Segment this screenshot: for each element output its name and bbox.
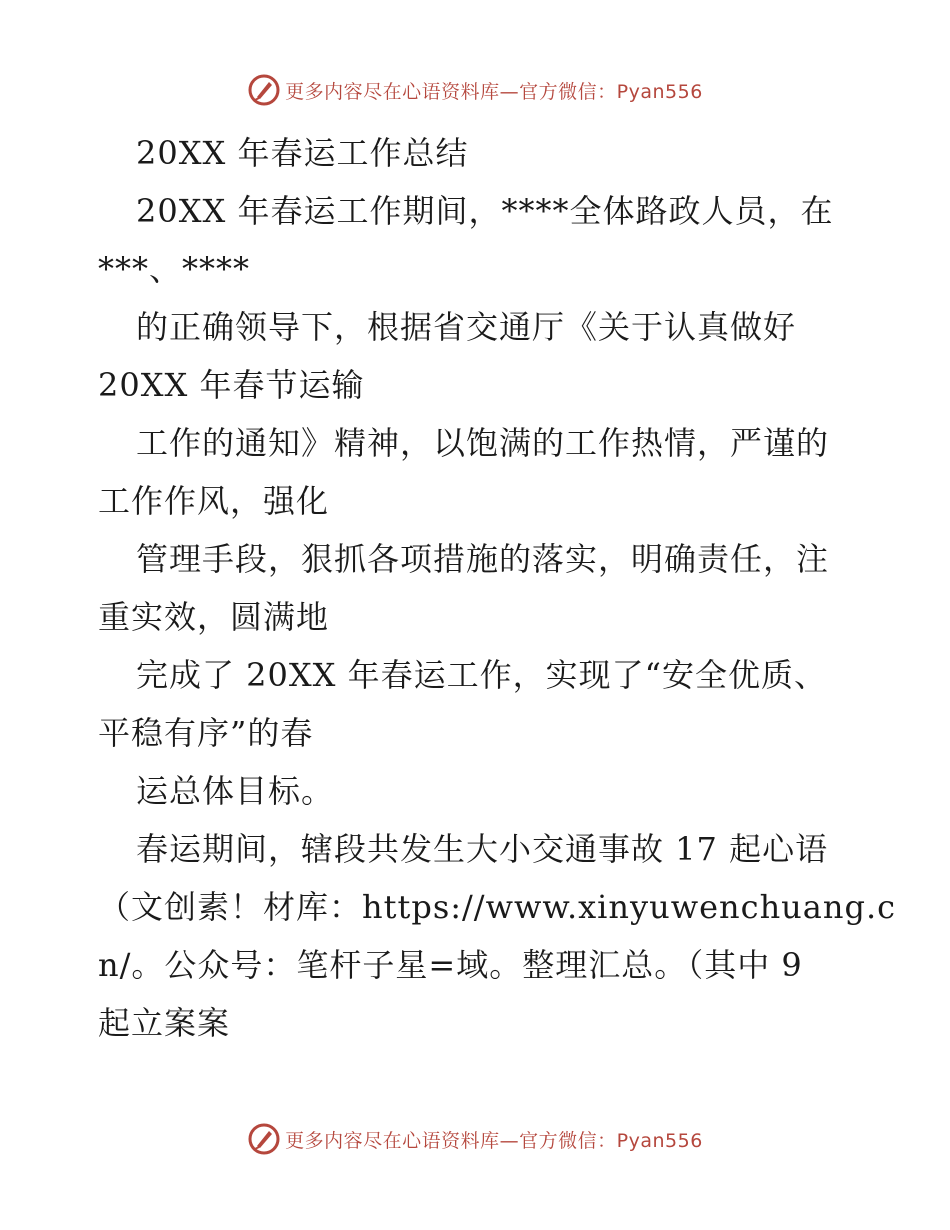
document-body [98, 124, 897, 1052]
footer-banner-text: 更多内容尽在心语资料库—官方微信：Pyan556 [285, 1129, 703, 1152]
text-line: 20XX 年春运工作总结 [136, 134, 469, 172]
footer-banner [0, 1119, 950, 1159]
header-banner-text: 更多内容尽在心语资料库—官方微信：Pyan556 [285, 80, 703, 103]
text-line: 春运期间，辖段共发生大小交通事故 17 起心语 [136, 830, 829, 868]
text-line: 运总体目标。 [136, 772, 335, 810]
quill-seal-icon [247, 1122, 281, 1156]
text-line: ***、**** [98, 250, 251, 288]
text-line: 起立案案 [98, 1004, 231, 1042]
text-line: 20XX 年春运工作期间，****全体路政人员，在 [136, 192, 834, 230]
text-line: 重实效，圆满地 [98, 598, 330, 636]
text-line: n/。公众号：笔杆子星=域。整理汇总。（其中 9 [98, 946, 803, 984]
text-line: 完成了 20XX 年春运工作，实现了“安全优质、 [136, 656, 827, 694]
text-line: 工作的通知》精神，以饱满的工作热情，严谨的 [136, 424, 830, 462]
header-banner [0, 70, 950, 110]
quill-seal-icon [247, 73, 281, 107]
text-line: 的正确领导下，根据省交通厅《关于认真做好 [136, 308, 797, 346]
text-line: 平稳有序”的春 [98, 714, 314, 752]
text-line: 管理手段，狠抓各项措施的落实，明确责任，注 [136, 540, 830, 578]
text-line: （文创素！材库：https://www.xinyuwenchuang.c [98, 888, 897, 926]
text-line: 工作作风，强化 [98, 482, 330, 520]
text-line: 20XX 年春节运输 [98, 366, 365, 404]
